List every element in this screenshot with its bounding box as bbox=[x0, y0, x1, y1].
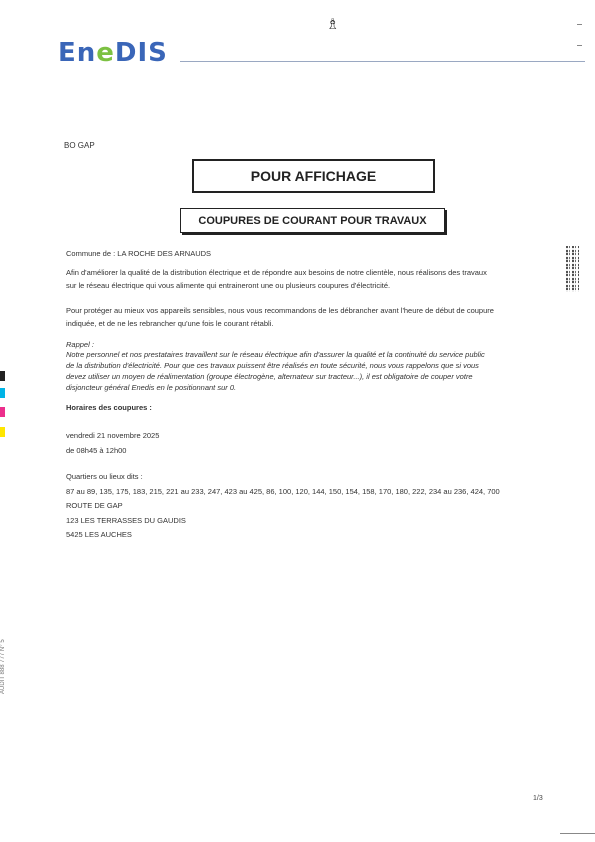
subtitle-box bbox=[180, 208, 445, 233]
paragraph2-line1: Pour protéger au mieux vos appareils sensibles, nous vous recommandons de les débrancher avant l'heure de début de coupure bbox=[66, 306, 494, 315]
header-rule bbox=[180, 61, 585, 62]
rappel-line2: de la distribution d'électricité. Pour que ces travaux puissent être réalisés en toute sécurité, nous vous rappelons que si vous bbox=[66, 361, 479, 370]
logo-part-2: e bbox=[96, 38, 115, 68]
quartiers-heading: Quartiers ou lieux dits : bbox=[66, 472, 143, 481]
color-swatch-yellow bbox=[0, 427, 5, 437]
quartiers-auches: 5425 LES AUCHES bbox=[66, 530, 132, 539]
quartiers-route: ROUTE DE GAP bbox=[66, 501, 123, 510]
service-label: BO GAP bbox=[64, 141, 95, 150]
quartiers-numbers: 87 au 89, 135, 175, 183, 215, 221 au 233, 247, 423 au 425, 86, 100, 120, 144, 150, 154, 158, 170, 180, 222, 234 au 236, 424, 700 bbox=[66, 487, 500, 496]
color-swatch-black bbox=[0, 371, 5, 381]
logo-part-1: En bbox=[58, 38, 97, 68]
page-title: POUR AFFICHAGE bbox=[250, 168, 377, 184]
title-box bbox=[192, 159, 435, 193]
paragraph1-line2: sur le réseau électrique qui vous alimente qui entraineront une ou plusieurs coupures d'électricité. bbox=[66, 281, 391, 290]
logo-part-3: DIS bbox=[114, 38, 168, 68]
quartiers-terrasses: 123 LES TERRASSES DU GAUDIS bbox=[66, 516, 186, 525]
page-subtitle: COUPURES DE COURANT POUR TRAVAUX bbox=[198, 214, 427, 227]
enedis-logo bbox=[58, 40, 168, 66]
qr-code-texture bbox=[566, 246, 579, 292]
corner-mark bbox=[560, 833, 595, 834]
horaires-time: de 08h45 à 12h00 bbox=[66, 446, 127, 455]
horaires-heading: Horaires des coupures : bbox=[66, 403, 152, 412]
paragraph1-line1: Afin d'améliorer la qualité de la distribution électrique et de répondre aux besoins de notre clientèle, nous réalisons des travaux bbox=[66, 268, 487, 277]
horaires-date: vendredi 21 novembre 2025 bbox=[66, 431, 160, 440]
commune-line: Commune de : LA ROCHE DES ARNAUDS bbox=[66, 249, 212, 258]
edge-mark bbox=[577, 24, 582, 46]
color-swatch-magenta bbox=[0, 407, 5, 417]
rappel-line4: disjoncteur général Enedis en le positionnant sur 0. bbox=[66, 383, 237, 392]
rappel-label: Rappel : bbox=[66, 340, 94, 349]
rappel-line3: devez utiliser un moyen de réalimentation (groupe électrogène, alternateur sur tracteur...), il est obligatoire de couper votre bbox=[66, 372, 473, 381]
paragraph2-line2: indiquée, et de ne les rebrancher qu'une fois le courant rétabli. bbox=[66, 319, 274, 328]
rappel-line1: Notre personnel et nos prestataires travaillent sur le réseau électrique afin d'assurer la qualité et la continuité du service public bbox=[66, 350, 485, 359]
top-mark: ♗ bbox=[326, 15, 340, 33]
color-swatch-cyan bbox=[0, 388, 5, 398]
page-number: 1/3 bbox=[533, 795, 543, 802]
side-reference-text: AUDIT 888 777 N° 5 bbox=[0, 639, 6, 694]
